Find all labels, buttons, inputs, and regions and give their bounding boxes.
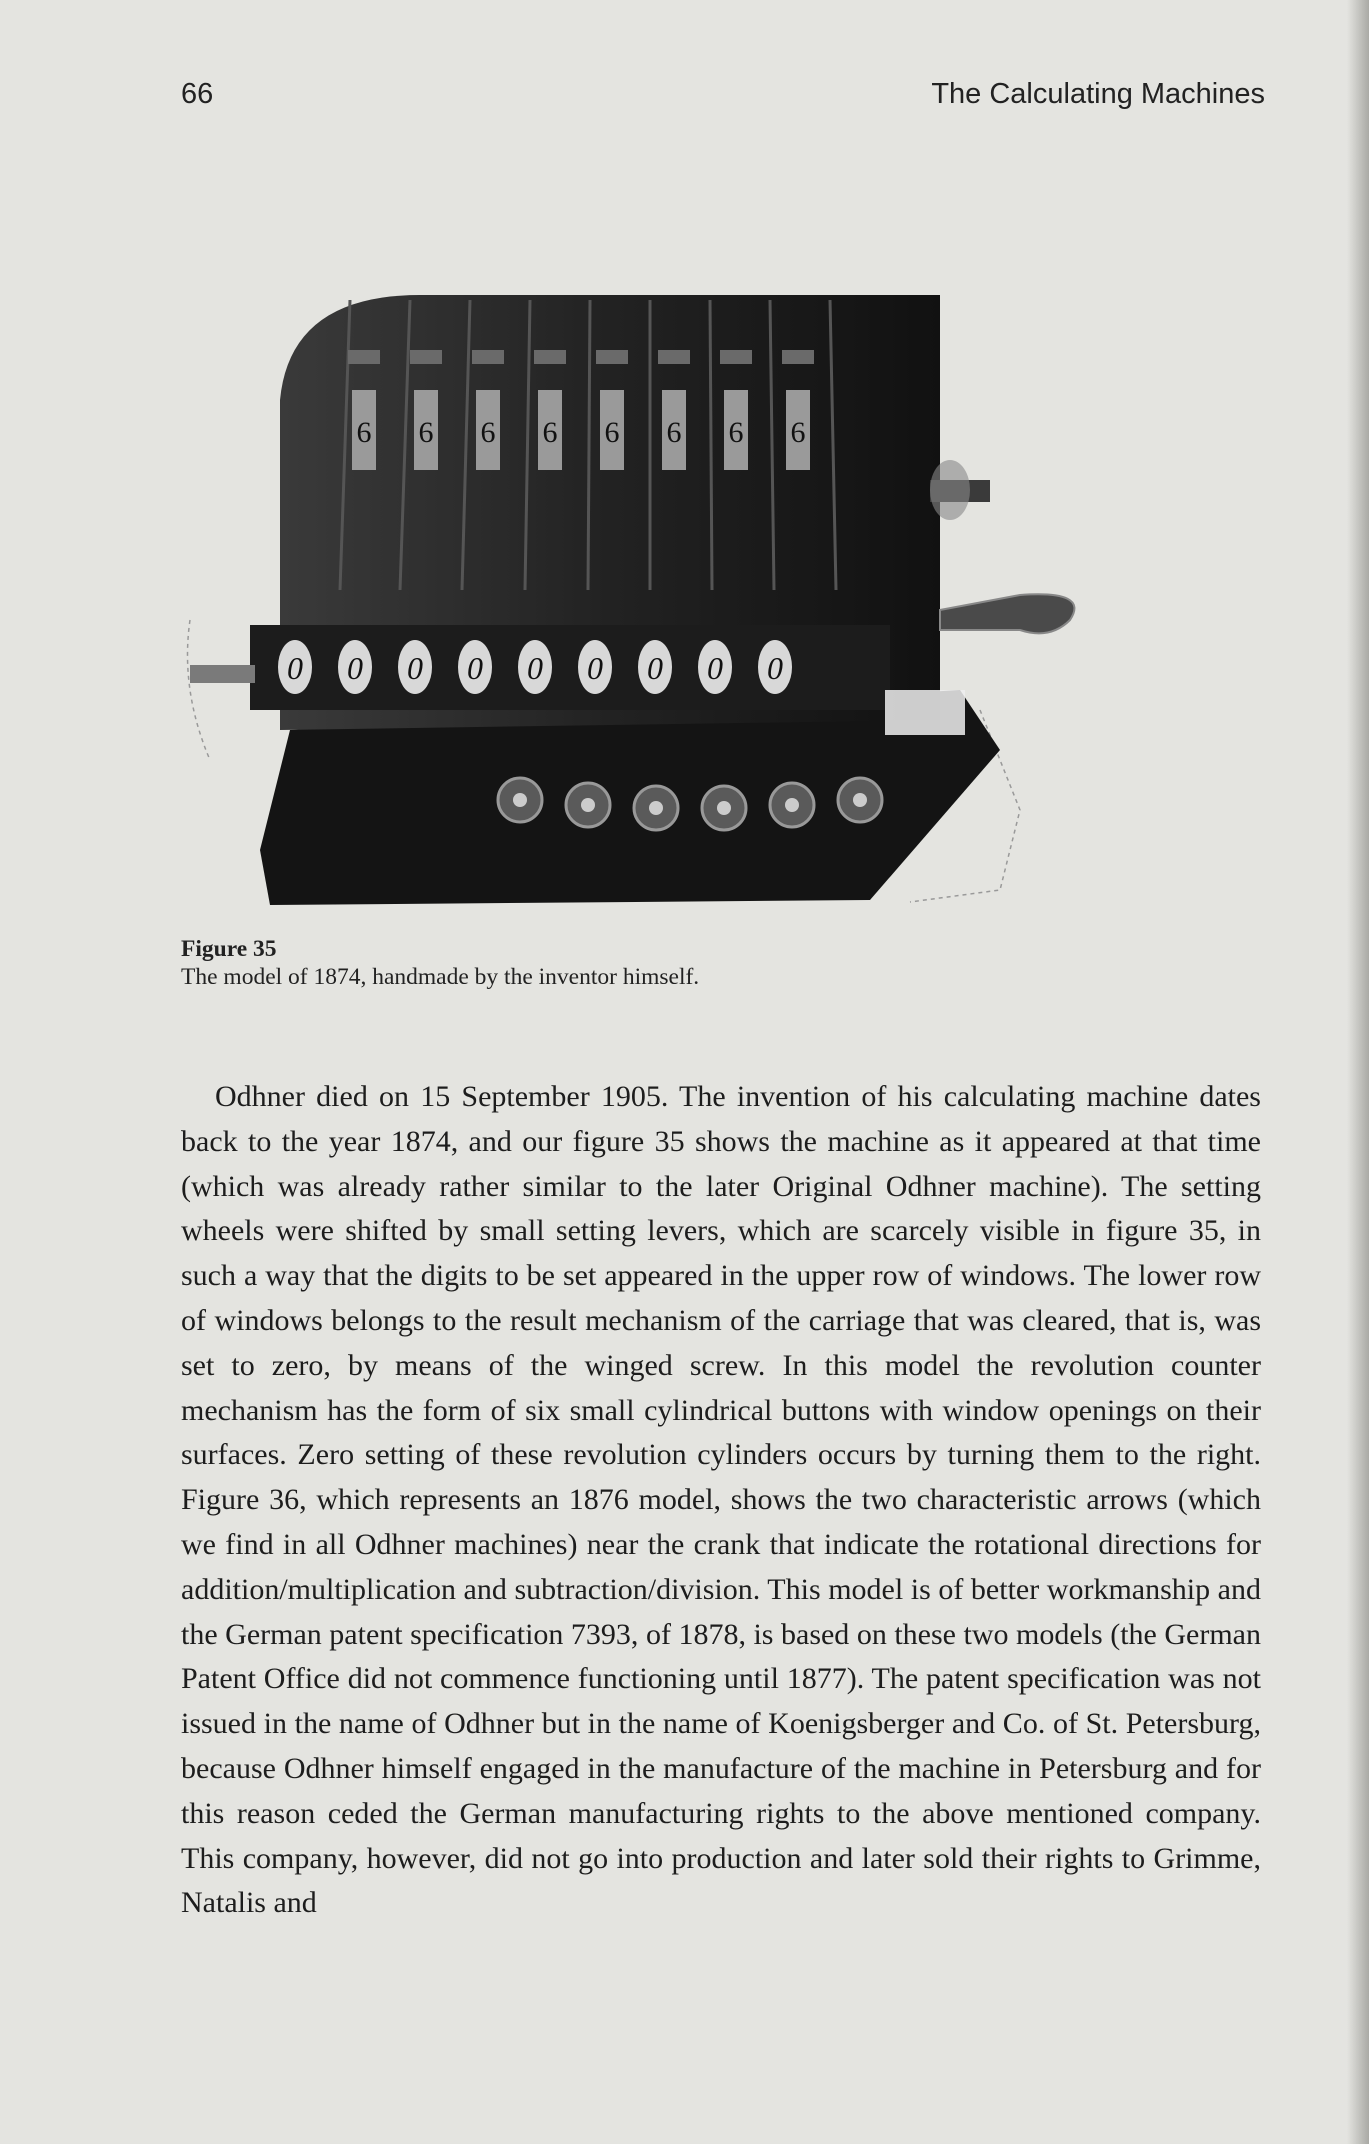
body-paragraph: Odhner died on 15 September 1905. The invention of his calculating machine dates back to the year 1874, and our figure 35 shows the machine as it appeared at that time (which was already rather similar to the later Original Odhner machine). The setting wheels were shifted by small setting levers, which are scarcely visible in figure 35, in such a way that the digits to be set appeared in the upper row of windows. The lower row of windows belongs to the result mechanism of the carriage that was cleared, that is, was set to zero, by means of the winged screw. In this model the revolution counter mechanism has the form of six small cylindrical buttons with window openings on their surfaces. Zero setting of these revolution cylinders occurs by turning them to the right. Figure 36, which represents an 1876 model, shows the two characteristic arrows (which we find in all Odhner machines) near the crank that indicate the rotational directions for addition/multiplication and subtraction/division. This model is of better workmanship and the German patent specification 7393, of 1878, is based on these two models (the German Patent Office did not commence functioning until 1877). The patent specification was not issued in the name of Odhner but in the name of Koenigsberger and Co. of St. Petersburg, because Odhner himself engaged in the manufacture of the machine in Petersburg and for this reason ceded the German manufacturing rights to the above mentioned company. This company, however, did not go into production and later sold their rights to Grimme, Natalis and — [181, 1080, 1261, 1920]
upper-digit: 6 — [356, 416, 372, 449]
running-title: The Calculating Machines — [931, 78, 1265, 110]
lower-digit: 0 — [287, 650, 303, 686]
figure-35-photo — [170, 290, 1090, 910]
lower-digit: 0 — [587, 650, 603, 686]
upper-digit: 6 — [418, 416, 434, 449]
calculating-machine-image — [170, 290, 1090, 910]
page-number: 66 — [181, 78, 214, 110]
shadow-outline — [188, 620, 211, 760]
crank-handle — [940, 594, 1074, 633]
upper-digit: 6 — [666, 416, 682, 449]
upper-digit: 6 — [728, 416, 744, 449]
lower-digit: 0 — [527, 650, 543, 686]
lower-digit: 0 — [767, 650, 783, 686]
upper-digit: 6 — [542, 416, 558, 449]
lower-digit: 0 — [467, 650, 483, 686]
lower-digit: 0 — [647, 650, 663, 686]
body-text — [181, 1075, 1261, 1926]
page-header — [181, 78, 1265, 111]
carriage-shaft — [190, 665, 255, 683]
upper-digit: 6 — [790, 416, 806, 449]
lower-digit: 0 — [347, 650, 363, 686]
upper-digit: 6 — [480, 416, 496, 449]
page-edge-shadow — [1347, 0, 1369, 2144]
upper-digit: 6 — [604, 416, 620, 449]
figure-caption — [181, 936, 1265, 991]
lower-digit: 0 — [407, 650, 423, 686]
figure-caption-text: The model of 1874, handmade by the inventor himself. — [181, 963, 700, 990]
lower-digit: 0 — [707, 650, 723, 686]
crank-bracket — [885, 690, 965, 735]
figure-label: Figure 35 — [181, 936, 277, 962]
